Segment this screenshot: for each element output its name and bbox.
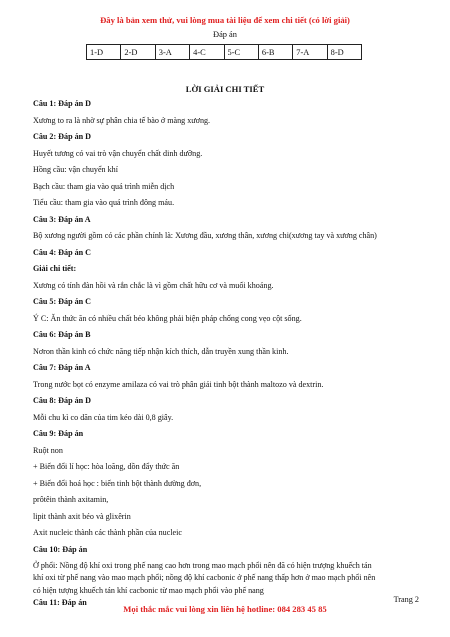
- answer-cell: 8-D: [327, 45, 361, 60]
- answer-line: Trong nước bọt có enzyme amilaza có vai trò phân giải tinh bột thành maltozo và dextrin.: [33, 379, 324, 389]
- question-heading: Giải chi tiết:: [33, 264, 77, 273]
- question-heading: Câu 6: Đáp án B: [33, 330, 91, 339]
- question-heading: Câu 5: Đáp án C: [33, 297, 92, 306]
- answer-line: có hiện tượng khuếch tán khí cacbonic từ mao mạch phổi vào phế nang: [33, 585, 264, 595]
- answer-cell: 4-C: [190, 45, 224, 60]
- answer-line: + Biến đổi lí học: hòa loãng, dồn đẩy thức ăn: [33, 462, 180, 471]
- answer-cell: 5-C: [224, 45, 258, 60]
- question-heading: Câu 8: Đáp án D: [33, 396, 92, 405]
- question-heading: Câu 10: Đáp án: [33, 544, 88, 554]
- answers-caption: Đáp án: [213, 30, 237, 39]
- answer-line: Ý C: Ăn thức ăn có nhiều chất béo không phải biện pháp chống cong vẹo cột sống.: [33, 313, 302, 323]
- answer-line: Hồng cầu: vận chuyển khí: [33, 165, 118, 174]
- answer-line: khí oxi từ phế nang vào mao mạch phổi; nồng độ khí cacbonic ở phế nang thấp hơn ở mao mạch phổi nên: [33, 573, 376, 583]
- answer-line: + Biến đổi hoá học : biến tinh bột thành đường đơn,: [33, 478, 202, 488]
- question-heading: Câu 4: Đáp án C: [33, 247, 92, 257]
- answer-line: lipit thành axit béo và glixêrin: [33, 511, 131, 521]
- answer-line: Mỗi chu kì co dãn của tim kéo dài 0,8 giây.: [33, 412, 174, 422]
- answer-cell: 2-D: [121, 45, 155, 60]
- question-heading: Câu 7: Đáp án A: [33, 363, 91, 372]
- answer-line: Xương có tính đàn hồi và rắn chắc là vì gồm chất hữu cơ và muối khoáng.: [33, 280, 274, 290]
- question-heading: Câu 9: Đáp án: [33, 429, 84, 438]
- solutions-heading: LỜI GIẢI CHI TIẾT: [185, 84, 265, 94]
- answer-line: Tiểu cầu: tham gia vào quá trình đông máu.: [33, 198, 175, 207]
- preview-banner: Đây là bản xem thử, vui lòng mua tài liệu để xem chi tiết (có lời giải): [100, 15, 350, 25]
- hotline-banner: Mọi thắc mắc vui lòng xin liên hệ hotline: 084 283 45 85: [123, 604, 327, 614]
- answer-row: [87, 45, 362, 60]
- question-heading: Câu 1: Đáp án D: [33, 99, 92, 108]
- answer-table: [86, 44, 362, 60]
- page-number: Trang 2: [393, 595, 419, 604]
- answer-line: Xương to ra là nhờ sự phân chia tế bào ở màng xương.: [33, 115, 211, 125]
- answer-line: Axit nucleic thành các thành phần của nucleic: [33, 528, 182, 537]
- answer-line: Bạch cầu: tham gia vào quá trình miễn dịch: [33, 181, 175, 191]
- question-heading: Câu 3: Đáp án A: [33, 214, 91, 224]
- answer-line: prôtêin thành axitamin,: [33, 495, 109, 504]
- answer-line: Bộ xương người gồm có các phần chính là: Xương đầu, xương thân, xương chi(xương tay và xương chân): [33, 231, 377, 240]
- answer-cell: 3-A: [155, 45, 189, 60]
- answer-line: Nơron thần kinh có chức năng tiếp nhận kích thích, dẫn truyền xung thần kinh.: [33, 346, 289, 356]
- answer-cell: 7-A: [293, 45, 327, 60]
- question-heading: Câu 11: Đáp án: [33, 598, 87, 608]
- answer-line: Ruột non: [33, 445, 63, 455]
- question-heading: Câu 2: Đáp án D: [33, 132, 92, 141]
- answer-cell: 1-D: [87, 45, 121, 60]
- answer-line: Huyết tương có vai trò vận chuyển chất dinh dưỡng.: [33, 148, 203, 158]
- answer-cell: 6-B: [258, 45, 292, 60]
- answer-line: Ở phổi: Nồng độ khí oxi trong phế nang cao hơn trong mao mạch phổi nên đã có hiện trượng khuếch tán: [33, 561, 372, 570]
- solutions-body: [33, 99, 428, 615]
